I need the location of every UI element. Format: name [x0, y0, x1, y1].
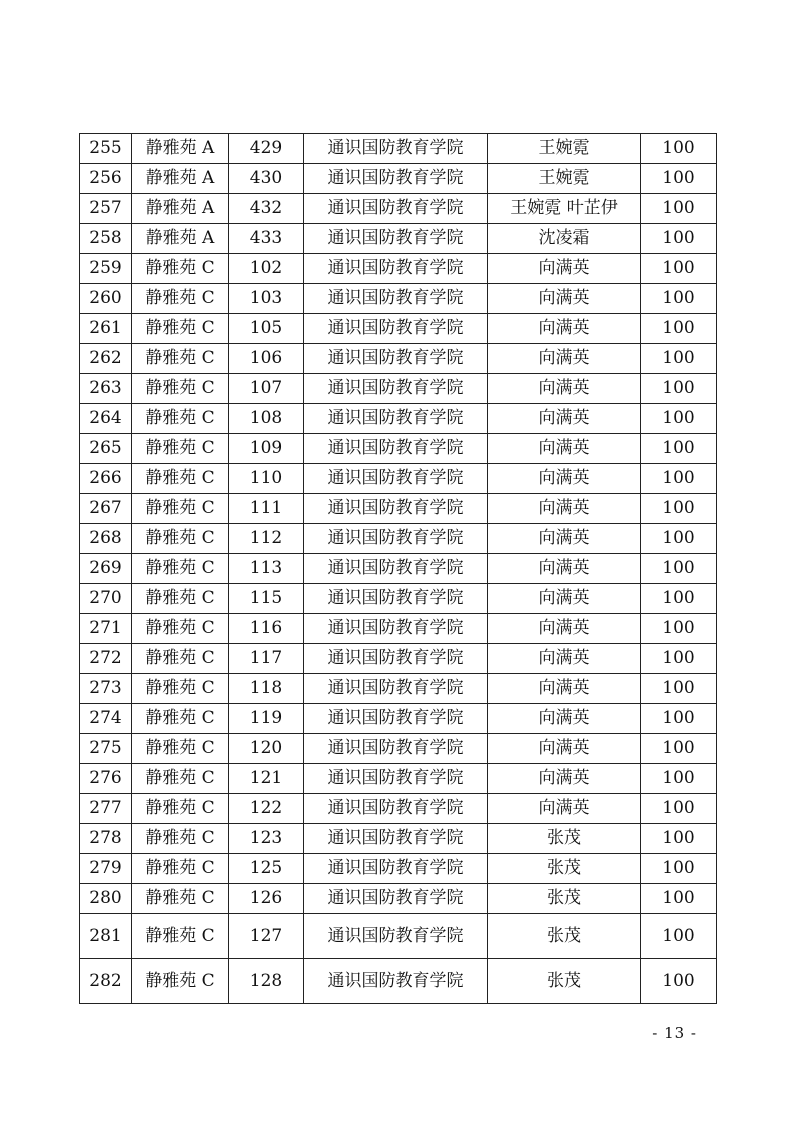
score-cell: 100: [641, 884, 717, 914]
building-cell: 静雅苑 A: [132, 224, 229, 254]
responsible-person-cell: 向满英: [488, 794, 641, 824]
table-row: [80, 344, 717, 374]
room-cell: 108: [229, 404, 304, 434]
responsible-person-cell: 沈凌霜: [488, 224, 641, 254]
row-number-cell: 279: [80, 854, 132, 884]
table-row: [80, 644, 717, 674]
building-cell: 静雅苑 C: [132, 314, 229, 344]
college-cell: 通识国防教育学院: [304, 254, 488, 284]
room-cell: 432: [229, 194, 304, 224]
row-number-cell: 269: [80, 554, 132, 584]
building-cell: 静雅苑 C: [132, 764, 229, 794]
room-cell: 118: [229, 674, 304, 704]
building-cell: 静雅苑 C: [132, 884, 229, 914]
table-row: [80, 884, 717, 914]
table-row: [80, 614, 717, 644]
building-cell: 静雅苑 C: [132, 524, 229, 554]
row-number-cell: 263: [80, 374, 132, 404]
table-row: [80, 494, 717, 524]
responsible-person-cell: 张茂: [488, 914, 641, 959]
row-number-cell: 282: [80, 959, 132, 1004]
table-row: [80, 434, 717, 464]
table-row: [80, 704, 717, 734]
table-row: [80, 314, 717, 344]
row-number-cell: 274: [80, 704, 132, 734]
room-cell: 121: [229, 764, 304, 794]
room-cell: 116: [229, 614, 304, 644]
room-cell: 123: [229, 824, 304, 854]
responsible-person-cell: 向满英: [488, 374, 641, 404]
responsible-person-cell: 向满英: [488, 494, 641, 524]
row-number-cell: 259: [80, 254, 132, 284]
table-row: [80, 734, 717, 764]
room-cell: 110: [229, 464, 304, 494]
college-cell: 通识国防教育学院: [304, 494, 488, 524]
room-cell: 115: [229, 584, 304, 614]
responsible-person-cell: 张茂: [488, 959, 641, 1004]
college-cell: 通识国防教育学院: [304, 854, 488, 884]
table-row: [80, 284, 717, 314]
building-cell: 静雅苑 C: [132, 674, 229, 704]
college-cell: 通识国防教育学院: [304, 284, 488, 314]
room-cell: 111: [229, 494, 304, 524]
room-cell: 103: [229, 284, 304, 314]
college-cell: 通识国防教育学院: [304, 224, 488, 254]
table-row: [80, 824, 717, 854]
room-cell: 113: [229, 554, 304, 584]
room-cell: 429: [229, 134, 304, 164]
responsible-person-cell: 王婉霓 叶芷伊: [488, 194, 641, 224]
score-cell: 100: [641, 794, 717, 824]
building-cell: 静雅苑 C: [132, 794, 229, 824]
room-cell: 127: [229, 914, 304, 959]
row-number-cell: 273: [80, 674, 132, 704]
score-cell: 100: [641, 374, 717, 404]
page-number: - 13 -: [652, 1024, 697, 1042]
room-cell: 119: [229, 704, 304, 734]
building-cell: 静雅苑 C: [132, 434, 229, 464]
score-cell: 100: [641, 704, 717, 734]
row-number-cell: 258: [80, 224, 132, 254]
building-cell: 静雅苑 C: [132, 734, 229, 764]
row-number-cell: 255: [80, 134, 132, 164]
college-cell: 通识国防教育学院: [304, 314, 488, 344]
score-cell: 100: [641, 194, 717, 224]
row-number-cell: 261: [80, 314, 132, 344]
score-cell: 100: [641, 134, 717, 164]
score-cell: 100: [641, 734, 717, 764]
building-cell: 静雅苑 C: [132, 404, 229, 434]
room-cell: 102: [229, 254, 304, 284]
score-cell: 100: [641, 959, 717, 1004]
college-cell: 通识国防教育学院: [304, 584, 488, 614]
building-cell: 静雅苑 C: [132, 644, 229, 674]
room-cell: 117: [229, 644, 304, 674]
college-cell: 通识国防教育学院: [304, 464, 488, 494]
score-cell: 100: [641, 554, 717, 584]
room-cell: 126: [229, 884, 304, 914]
score-cell: 100: [641, 494, 717, 524]
score-cell: 100: [641, 524, 717, 554]
score-cell: 100: [641, 164, 717, 194]
room-cell: 112: [229, 524, 304, 554]
score-cell: 100: [641, 614, 717, 644]
building-cell: 静雅苑 C: [132, 959, 229, 1004]
score-cell: 100: [641, 224, 717, 254]
table-row: [80, 194, 717, 224]
room-cell: 122: [229, 794, 304, 824]
table-row: [80, 404, 717, 434]
score-cell: 100: [641, 584, 717, 614]
room-cell: 107: [229, 374, 304, 404]
table-row: [80, 554, 717, 584]
row-number-cell: 265: [80, 434, 132, 464]
responsible-person-cell: 向满英: [488, 584, 641, 614]
building-cell: 静雅苑 C: [132, 914, 229, 959]
building-cell: 静雅苑 A: [132, 134, 229, 164]
room-cell: 430: [229, 164, 304, 194]
row-number-cell: 280: [80, 884, 132, 914]
college-cell: 通识国防教育学院: [304, 884, 488, 914]
score-cell: 100: [641, 674, 717, 704]
responsible-person-cell: 向满英: [488, 704, 641, 734]
building-cell: 静雅苑 C: [132, 254, 229, 284]
table-row: [80, 374, 717, 404]
table-row: [80, 224, 717, 254]
room-cell: 125: [229, 854, 304, 884]
table-row: [80, 794, 717, 824]
row-number-cell: 271: [80, 614, 132, 644]
score-cell: 100: [641, 854, 717, 884]
table-row: [80, 764, 717, 794]
row-number-cell: 260: [80, 284, 132, 314]
row-number-cell: 272: [80, 644, 132, 674]
row-number-cell: 267: [80, 494, 132, 524]
row-number-cell: 278: [80, 824, 132, 854]
row-number-cell: 264: [80, 404, 132, 434]
room-cell: 109: [229, 434, 304, 464]
responsible-person-cell: 张茂: [488, 884, 641, 914]
responsible-person-cell: 向满英: [488, 734, 641, 764]
responsible-person-cell: 向满英: [488, 674, 641, 704]
college-cell: 通识国防教育学院: [304, 554, 488, 584]
room-cell: 433: [229, 224, 304, 254]
score-cell: 100: [641, 764, 717, 794]
responsible-person-cell: 向满英: [488, 344, 641, 374]
responsible-person-cell: 向满英: [488, 644, 641, 674]
building-cell: 静雅苑 C: [132, 554, 229, 584]
college-cell: 通识国防教育学院: [304, 434, 488, 464]
college-cell: 通识国防教育学院: [304, 764, 488, 794]
table-body: [80, 134, 717, 1004]
responsible-person-cell: 向满英: [488, 464, 641, 494]
score-cell: 100: [641, 464, 717, 494]
college-cell: 通识国防教育学院: [304, 404, 488, 434]
college-cell: 通识国防教育学院: [304, 614, 488, 644]
score-cell: 100: [641, 254, 717, 284]
table-row: [80, 254, 717, 284]
row-number-cell: 266: [80, 464, 132, 494]
table-row: [80, 464, 717, 494]
responsible-person-cell: 向满英: [488, 614, 641, 644]
building-cell: 静雅苑 C: [132, 704, 229, 734]
college-cell: 通识国防教育学院: [304, 374, 488, 404]
responsible-person-cell: 向满英: [488, 254, 641, 284]
room-cell: 105: [229, 314, 304, 344]
college-cell: 通识国防教育学院: [304, 674, 488, 704]
responsible-person-cell: 张茂: [488, 824, 641, 854]
building-cell: 静雅苑 C: [132, 374, 229, 404]
table-row: [80, 959, 717, 1004]
building-cell: 静雅苑 C: [132, 344, 229, 374]
inspection-table: [79, 133, 717, 1004]
row-number-cell: 277: [80, 794, 132, 824]
building-cell: 静雅苑 C: [132, 584, 229, 614]
responsible-person-cell: 向满英: [488, 764, 641, 794]
score-cell: 100: [641, 344, 717, 374]
college-cell: 通识国防教育学院: [304, 959, 488, 1004]
table-row: [80, 584, 717, 614]
college-cell: 通识国防教育学院: [304, 644, 488, 674]
building-cell: 静雅苑 A: [132, 164, 229, 194]
responsible-person-cell: 向满英: [488, 404, 641, 434]
table-row: [80, 524, 717, 554]
building-cell: 静雅苑 A: [132, 194, 229, 224]
college-cell: 通识国防教育学院: [304, 344, 488, 374]
college-cell: 通识国防教育学院: [304, 134, 488, 164]
building-cell: 静雅苑 C: [132, 284, 229, 314]
responsible-person-cell: 王婉霓: [488, 134, 641, 164]
building-cell: 静雅苑 C: [132, 824, 229, 854]
row-number-cell: 270: [80, 584, 132, 614]
table-row: [80, 674, 717, 704]
building-cell: 静雅苑 C: [132, 614, 229, 644]
college-cell: 通识国防教育学院: [304, 794, 488, 824]
responsible-person-cell: 向满英: [488, 284, 641, 314]
responsible-person-cell: 向满英: [488, 314, 641, 344]
table-row: [80, 914, 717, 959]
college-cell: 通识国防教育学院: [304, 734, 488, 764]
table-row: [80, 164, 717, 194]
responsible-person-cell: 向满英: [488, 434, 641, 464]
row-number-cell: 276: [80, 764, 132, 794]
score-cell: 100: [641, 914, 717, 959]
score-cell: 100: [641, 284, 717, 314]
room-cell: 128: [229, 959, 304, 1004]
room-cell: 106: [229, 344, 304, 374]
row-number-cell: 256: [80, 164, 132, 194]
building-cell: 静雅苑 C: [132, 464, 229, 494]
college-cell: 通识国防教育学院: [304, 194, 488, 224]
row-number-cell: 275: [80, 734, 132, 764]
building-cell: 静雅苑 C: [132, 494, 229, 524]
row-number-cell: 281: [80, 914, 132, 959]
table-row: [80, 134, 717, 164]
building-cell: 静雅苑 C: [132, 854, 229, 884]
college-cell: 通识国防教育学院: [304, 704, 488, 734]
score-cell: 100: [641, 644, 717, 674]
score-cell: 100: [641, 404, 717, 434]
responsible-person-cell: 向满英: [488, 554, 641, 584]
responsible-person-cell: 张茂: [488, 854, 641, 884]
college-cell: 通识国防教育学院: [304, 914, 488, 959]
row-number-cell: 262: [80, 344, 132, 374]
room-cell: 120: [229, 734, 304, 764]
college-cell: 通识国防教育学院: [304, 524, 488, 554]
row-number-cell: 268: [80, 524, 132, 554]
college-cell: 通识国防教育学院: [304, 824, 488, 854]
score-cell: 100: [641, 434, 717, 464]
responsible-person-cell: 王婉霓: [488, 164, 641, 194]
college-cell: 通识国防教育学院: [304, 164, 488, 194]
score-cell: 100: [641, 314, 717, 344]
responsible-person-cell: 向满英: [488, 524, 641, 554]
row-number-cell: 257: [80, 194, 132, 224]
table-row: [80, 854, 717, 884]
score-cell: 100: [641, 824, 717, 854]
